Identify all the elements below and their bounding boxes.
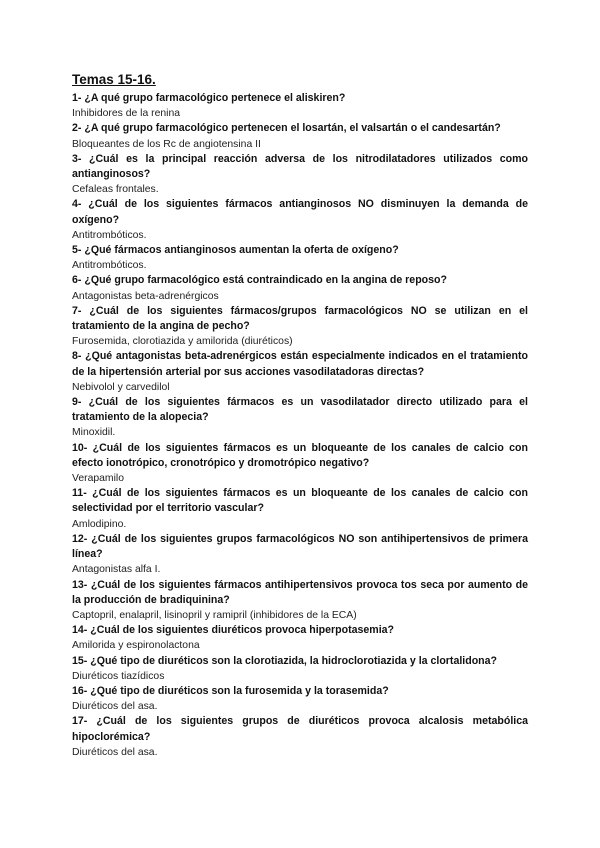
answer-text: Cefaleas frontales. (72, 184, 159, 196)
question-text: 14- ¿Cuál de los siguientes diuréticos provoca hiperpotasemia? (72, 624, 395, 637)
qa-item (72, 304, 528, 350)
qa-item (72, 684, 528, 714)
qa-item (72, 121, 528, 151)
qa-item (72, 578, 528, 624)
question-text: 12- ¿Cuál de los siguientes grupos farmacológicos NO son antihipertensivos de primera línea? (72, 532, 528, 561)
answer-text: Antagonistas alfa I. (72, 564, 161, 576)
answer-text: Inhibidores de la renina (72, 108, 181, 120)
qa-item (72, 152, 528, 198)
question-text: 10- ¿Cuál de los siguientes fármacos es un bloqueante de los canales de calcio con efecto ionotrópico, cronotrópico y dromotrópico negativo? (72, 441, 528, 469)
answer-text: Bloqueantes de los Rc de angiotensina II (72, 138, 261, 150)
question-text: 15- ¿Qué tipo de diuréticos son la clorotiazida, la hidroclorotiazida y la clortalidona? (72, 654, 498, 667)
question-text: 6- ¿Qué grupo farmacológico está contraindicado en la angina de reposo? (72, 274, 447, 287)
question-text: 3- ¿Cuál es la principal reacción adversa de los nitrodilatadores utilizados como antianginosos? (72, 152, 528, 181)
qa-item (72, 714, 528, 760)
answer-text: Diuréticos del asa. (72, 701, 158, 713)
question-text: 4- ¿Cuál de los siguientes fármacos antianginosos NO disminuyen la demanda de oxígeno? (72, 198, 528, 226)
qa-item (72, 91, 528, 121)
qa-item (72, 349, 528, 395)
answer-text: Antitrombóticos. (72, 260, 147, 272)
qa-item (72, 273, 528, 303)
qa-item (72, 197, 528, 243)
answer-text: Antagonistas beta-adrenérgicos (72, 290, 219, 302)
answer-text: Diuréticos tiazídicos (72, 670, 165, 682)
question-text: 13- ¿Cuál de los siguientes fármacos antihipertensivos provoca tos seca por aumento de la producción de bradiquinina? (72, 578, 528, 606)
answer-text: Diuréticos del asa. (72, 746, 158, 758)
answer-text: Furosemida, clorotiazida y amilorida (diuréticos) (72, 336, 293, 348)
qa-item (72, 243, 528, 273)
page-title: Temas 15-16. (72, 72, 156, 87)
question-text: 8- ¿Qué antagonistas beta-adrenérgicos están especialmente indicados en el tratamiento de la hipertensión arterial por sus acciones vasodilatadoras directas? (72, 350, 528, 378)
answer-text: Amlodipino. (72, 518, 127, 530)
document-page (72, 72, 528, 760)
question-text: 1- ¿A qué grupo farmacológico pertenece el aliskiren? (72, 92, 346, 104)
answer-text: Minoxidil. (72, 427, 116, 439)
qa-item (72, 441, 528, 487)
qa-item (72, 395, 528, 441)
answer-text: Captopril, enalapril, lisinopril y ramipril (inhibidores de la ECA) (72, 609, 357, 621)
qa-item (72, 623, 528, 653)
qa-item (72, 654, 528, 684)
question-text: 17- ¿Cuál de los siguientes grupos de diuréticos provoca alcalosis metabólica hipoclorémica? (72, 715, 528, 743)
question-text: 16- ¿Qué tipo de diuréticos son la furosemida y la torasemida? (72, 684, 389, 697)
question-list (72, 91, 528, 760)
qa-item (72, 532, 528, 578)
answer-text: Antitrombóticos. (72, 229, 147, 241)
answer-text: Nebivolol y carvedilol (72, 381, 170, 393)
question-text: 11- ¿Cuál de los siguientes fármacos es un bloqueante de los canales de calcio con selectividad por el territorio vascular? (72, 487, 528, 515)
answer-text: Amilorida y espironolactona (72, 640, 200, 652)
question-text: 2- ¿A qué grupo farmacológico pertenecen el losartán, el valsartán o el candesartán? (72, 122, 501, 135)
answer-text: Verapamilo (72, 473, 124, 485)
question-text: 5- ¿Qué fármacos antianginosos aumentan la oferta de oxígeno? (72, 244, 399, 257)
question-text: 7- ¿Cuál de los siguientes fármacos/grupos farmacológicos NO se utilizan en el tratamiento de la angina de pecho? (72, 304, 528, 333)
question-text: 9- ¿Cuál de los siguientes fármacos es un vasodilatador directo utilizado para el tratamiento de la alopecia? (72, 396, 528, 424)
qa-item (72, 486, 528, 532)
